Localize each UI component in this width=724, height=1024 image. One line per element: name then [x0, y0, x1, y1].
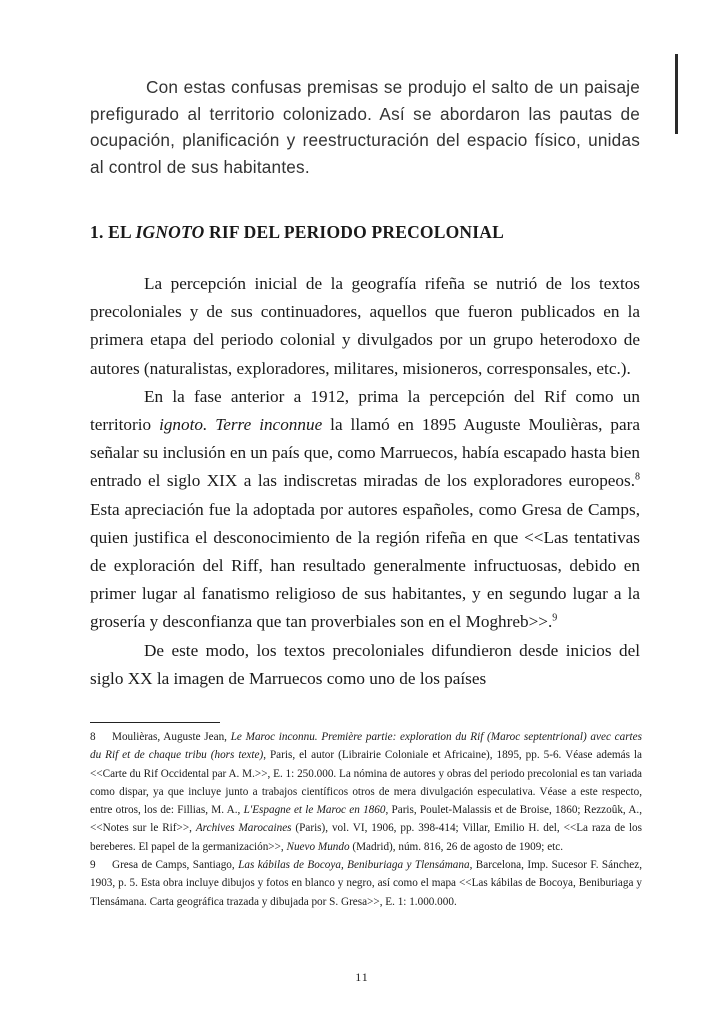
paragraph-3: De este modo, los textos precoloniales difundieron desde inicios del siglo XX la imagen de Marruecos como uno de los países — [90, 640, 640, 688]
footnote-9-number: 9 — [90, 859, 96, 872]
section-number: 1. EL — [90, 222, 136, 242]
footnote-8-part-e: , Paris, Poulet-Malassis et de Broise, 1860; Rezzoûk, A., <<Notes sur le Rif>>, — [90, 804, 643, 835]
footnote-8-number: 8 — [90, 731, 96, 743]
section-heading — [90, 222, 640, 243]
section-title-rest: RIF DEL PERIODO PRECOLONIAL — [204, 222, 504, 242]
footnote-ref-9[interactable]: 9 — [552, 612, 558, 624]
paragraph-2-part-d: Esta apreciación fue la adoptada por autores españoles, como Gresa de Camps, quien justifica el desconocimiento de la región rifeña en que <<Las tentativas de exploración del Riff, han resultado generalmente infructuosas, debido en primer lugar al fanatismo religioso de sus habitantes, y en segundo lugar a la grosería y desconfianza que tan proverbiales son en el Moghreb>>. — [90, 499, 640, 632]
footnote-8-journal: Archives Marocaines — [195, 822, 292, 835]
footnote-8-title: Le Maroc inconnu. Première partie: exploration du Rif (Maroc septentrional) avec cartes du Rif et de chaque tribu (hors texte) — [90, 731, 642, 762]
paragraph-1: La percepción inicial de la geografía rifeña se nutrió de los textos precoloniales y de sus continuadores, aquellos que fueron publicados en la primera etapa del periodo colonial y divulgados por un grupo heterodoxo de autores (naturalistas, exploradores, militares, misioneros, corresponsales, etc.). — [90, 274, 640, 378]
footnotes — [90, 728, 642, 911]
paragraph-2-part-a: En la fase anterior a 1912, prima la percepción del Rif como un territorio — [90, 386, 640, 435]
body-text — [90, 270, 640, 693]
footnote-8-part-g: (Paris), vol. VI, 1906, pp. 398-414; Villar, Emilio H. del, <<La raza de los bereberes. El papel de la germanización>>, — [90, 822, 643, 853]
footnote-9-part-c: , Barcelona, Imp. Sucesor F. Sánchez, 1903, p. 5. Esta obra incluye dibujos y fotos en blanco y negro, así como el mapa <<Las kábilas de Bocoya, Beniburiaga y Tlensámana. Carta geográfica trazada y dibujada por S. Gresa>>, E. 1: 1.000.000. — [90, 859, 642, 908]
footnote-8-part-i: (Madrid), núm. 816, 26 de agosto de 1909; etc. — [349, 840, 564, 853]
footnote-8-part-c: , Paris, el autor (Librairie Coloniale et Africaine), 1895, pp. 5-6. Véase además la <<Carte du Rif Occidental par A. M.>>, E. 1: 250.000. La nómina de autores y obras del periodo precolonial es tan variada como dispar, ya que incluye junto a trabajos científicos otros de mera divulgación especulativa. Véase a este respecto, entre otros, los de: Fillias, M. A., — [90, 749, 642, 817]
footnote-9 — [90, 856, 642, 911]
footnote-9-part-a: Gresa de Camps, Santiago, — [112, 859, 239, 872]
paragraph-2-italic: ignoto. Terre inconnue — [159, 415, 323, 435]
footnote-8-part-a: Moulièras, Auguste Jean, — [112, 731, 231, 743]
footnote-9-title: Las kábilas de Bocoya, Beniburiaga y Tlensámana — [238, 859, 470, 872]
paragraph-2-part-c: la llamó en 1895 Auguste Moulièras, para señalar su inclusión en un país que, como Marruecos, había escapado hasta bien entrado el siglo XIX a las indiscretas miradas de los exploradores europeos. — [90, 415, 641, 491]
footnote-ref-8[interactable]: 8 — [635, 471, 640, 483]
page-edge-mark — [675, 54, 678, 134]
page-number: 11 — [355, 970, 369, 984]
footnote-8-journal-2: Nuevo Mundo — [286, 840, 350, 853]
paragraph-2 — [90, 383, 640, 637]
section-italic-word: IGNOTO — [135, 222, 205, 242]
footnote-8 — [90, 728, 642, 856]
footnote-separator — [90, 722, 220, 723]
intro-text: Con estas confusas premisas se produjo el salto de un paisaje prefigurado al territorio colonizado. Así se abordaron las pautas de ocupación, planificación y reestructuración del espacio físico, unidas al control de sus habitantes. — [90, 77, 640, 177]
footnote-8-title-2: L'Espagne et le Maroc en 1860 — [243, 804, 386, 817]
intro-paragraph — [90, 74, 640, 180]
